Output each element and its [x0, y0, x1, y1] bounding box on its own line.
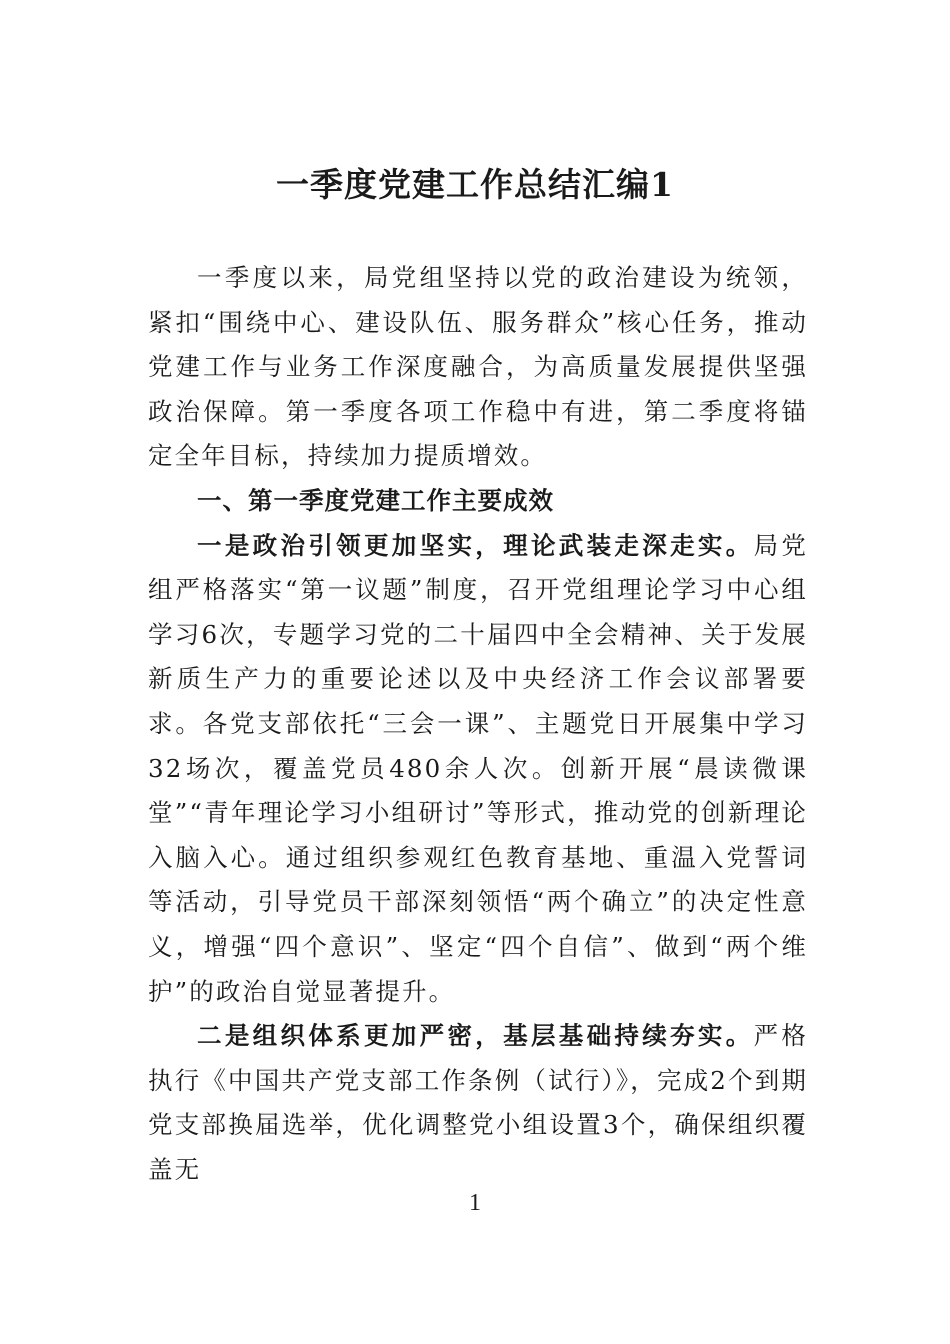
- achievement-paragraph-1: [148, 524, 808, 1015]
- document-body: [148, 256, 808, 1192]
- achievement-paragraph-2: [148, 1014, 808, 1192]
- page-number: 1: [469, 1190, 481, 1216]
- paragraph-lead: 二是组织体系更加严密，基层基础持续夯实。: [197, 1021, 754, 1051]
- document-title: 一季度党建工作总结汇编1: [276, 165, 674, 204]
- section-heading: 一、第一季度党建工作主要成效: [197, 485, 554, 515]
- paragraph-text: 局党组严格落实“第一议题”制度，召开党组理论学习中心组学习6次，专题学习党的二十届四中全会精神、关于发展新质生产力的重要论述以及中央经济工作会议部署要求。各党支部依托“三会一课”、主题党日开展集中学习32场次，覆盖党员480余人次。创新开展“晨读微课堂”“青年理论学习小组研讨”等形式，推动党的创新理论入脑入心。通过组织参观红色教育基地、重温入党誓词等活动，引导党员干部深刻领悟“两个确立”的决定性意义，增强“四个意识”、坚定“四个自信”、做到“两个维护”的政治自觉显著提升。: [148, 530, 809, 1006]
- paragraph-lead: 一是政治引领更加坚实，理论武装走深走实。: [197, 530, 754, 560]
- paragraph-text: 严格执行《中国共产党支部工作条例（试行）》，完成2个到期党支部换届选举，优化调整党小组设置3个，确保组织覆盖无: [148, 1021, 809, 1184]
- intro-paragraph: 一季度以来，局党组坚持以党的政治建设为统领，紧扣“围绕中心、建设队伍、服务群众”核心任务，推动党建工作与业务工作深度融合，为高质量发展提供坚强政治保障。第一季度各项工作稳中有进，第二季度将锚定全年目标，持续加力提质增效。: [148, 263, 808, 471]
